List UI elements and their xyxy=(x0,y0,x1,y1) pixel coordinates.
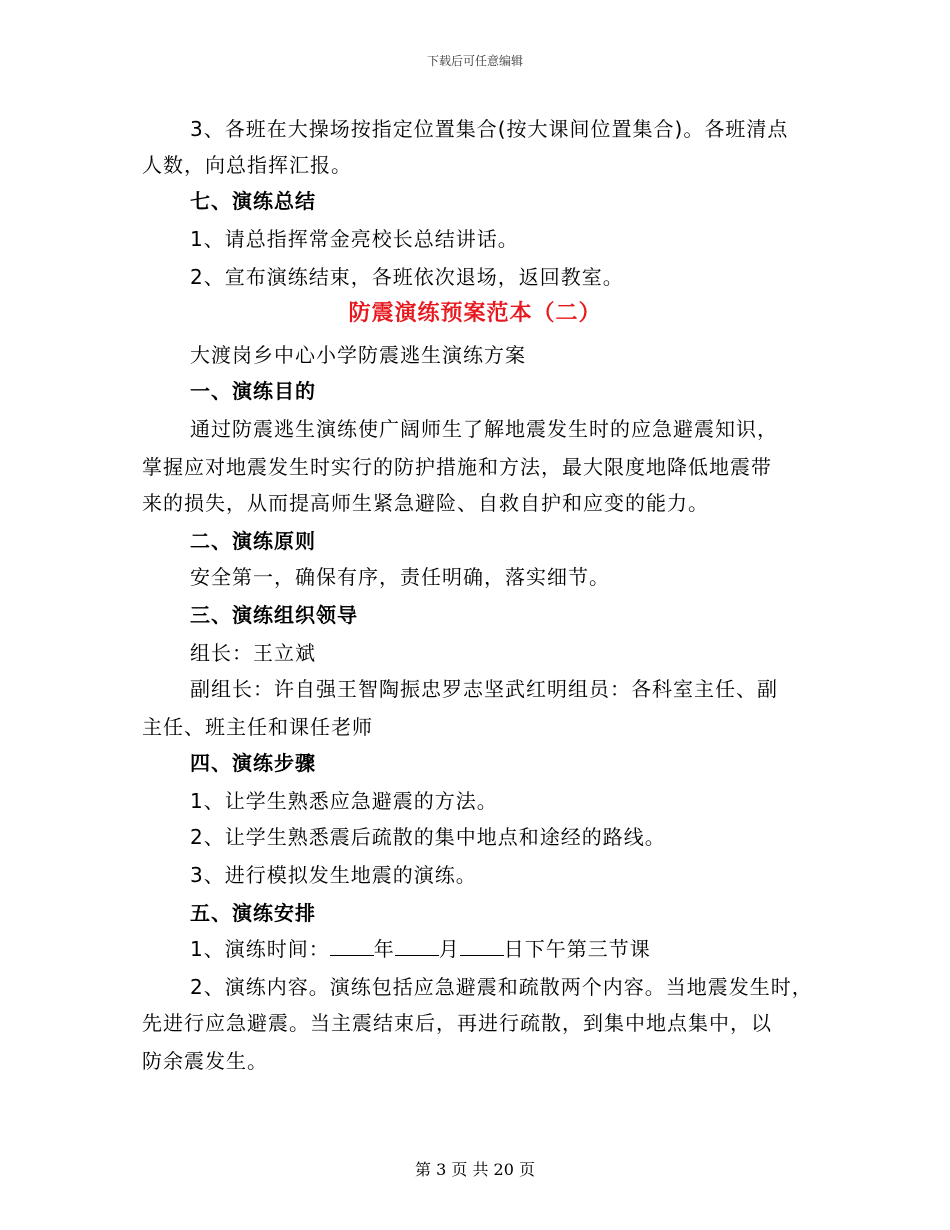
section-heading-arrangement: 五、演练安排 xyxy=(190,901,316,925)
purpose-line-3: 来的损失，从而提高师生紧急避险、自救自护和应变的能力。 xyxy=(142,491,709,515)
paragraph-assembly-line1: 3、各班在大操场按指定位置集合(按大课间位置集合)。各班清点 xyxy=(190,117,789,141)
step-item-2: 2、让学生熟悉震后疏散的集中地点和途经的路线。 xyxy=(190,825,666,849)
page-header-note: 下载后可任意编辑 xyxy=(426,54,523,68)
purpose-line-1: 通过防震逃生演练使广阔师生了解地震发生时的应急避震知识， xyxy=(190,417,778,441)
step-item-3: 3、进行模拟发生地震的演练。 xyxy=(190,863,477,887)
summary-item-2: 2、宣布演练结束，各班依次退场，返回教室。 xyxy=(190,265,624,289)
step-item-1: 1、让学生熟悉应急避震的方法。 xyxy=(190,789,498,813)
time-year-label: 年 xyxy=(373,937,395,961)
leader-text: 组长：王立斌 xyxy=(190,641,316,665)
paragraph-assembly-line2: 人数，向总指挥汇报。 xyxy=(142,153,352,177)
purpose-line-2: 掌握应对地震发生时实行的防护措施和方法，最大限度地降低地震带 xyxy=(142,455,772,479)
document-subtitle: 大渡岗乡中心小学防震逃生演练方案 xyxy=(190,343,526,367)
day-blank xyxy=(460,937,504,956)
content-line-3: 防余震发生。 xyxy=(142,1049,268,1073)
principle-text: 安全第一，确保有序，责任明确，落实细节。 xyxy=(190,565,610,589)
section-heading-organization: 三、演练组织领导 xyxy=(190,603,358,627)
deputy-line-2: 主任、班主任和课任老师 xyxy=(142,715,373,739)
section-heading-summary: 七、演练总结 xyxy=(190,189,316,213)
deputy-line-1: 副组长：许自强王智陶振忠罗志坚武红明组员：各科室主任、副 xyxy=(190,677,778,701)
time-prefix: 1、演练时间： xyxy=(190,937,330,961)
document-title: 防震演练预案范本（二） xyxy=(348,301,602,326)
content-line-1: 2、演练内容。演练包括应急避震和疏散两个内容。当地震发生时， xyxy=(190,975,813,999)
content-line-2: 先进行应急避震。当主震结束后，再进行疏散，到集中地点集中，以 xyxy=(142,1011,772,1035)
time-suffix: 日下午第三节课 xyxy=(503,937,651,961)
month-blank xyxy=(395,937,439,956)
page-number: 第 3 页 共 20 页 xyxy=(415,1160,535,1179)
summary-item-1: 1、请总指挥常金亮校长总结讲话。 xyxy=(190,227,519,251)
year-blank xyxy=(330,937,374,956)
time-month-label: 月 xyxy=(438,937,460,961)
section-heading-principle: 二、演练原则 xyxy=(190,529,316,553)
arrangement-time xyxy=(190,936,651,962)
section-heading-purpose: 一、演练目的 xyxy=(190,379,316,403)
section-heading-steps: 四、演练步骤 xyxy=(190,751,316,775)
